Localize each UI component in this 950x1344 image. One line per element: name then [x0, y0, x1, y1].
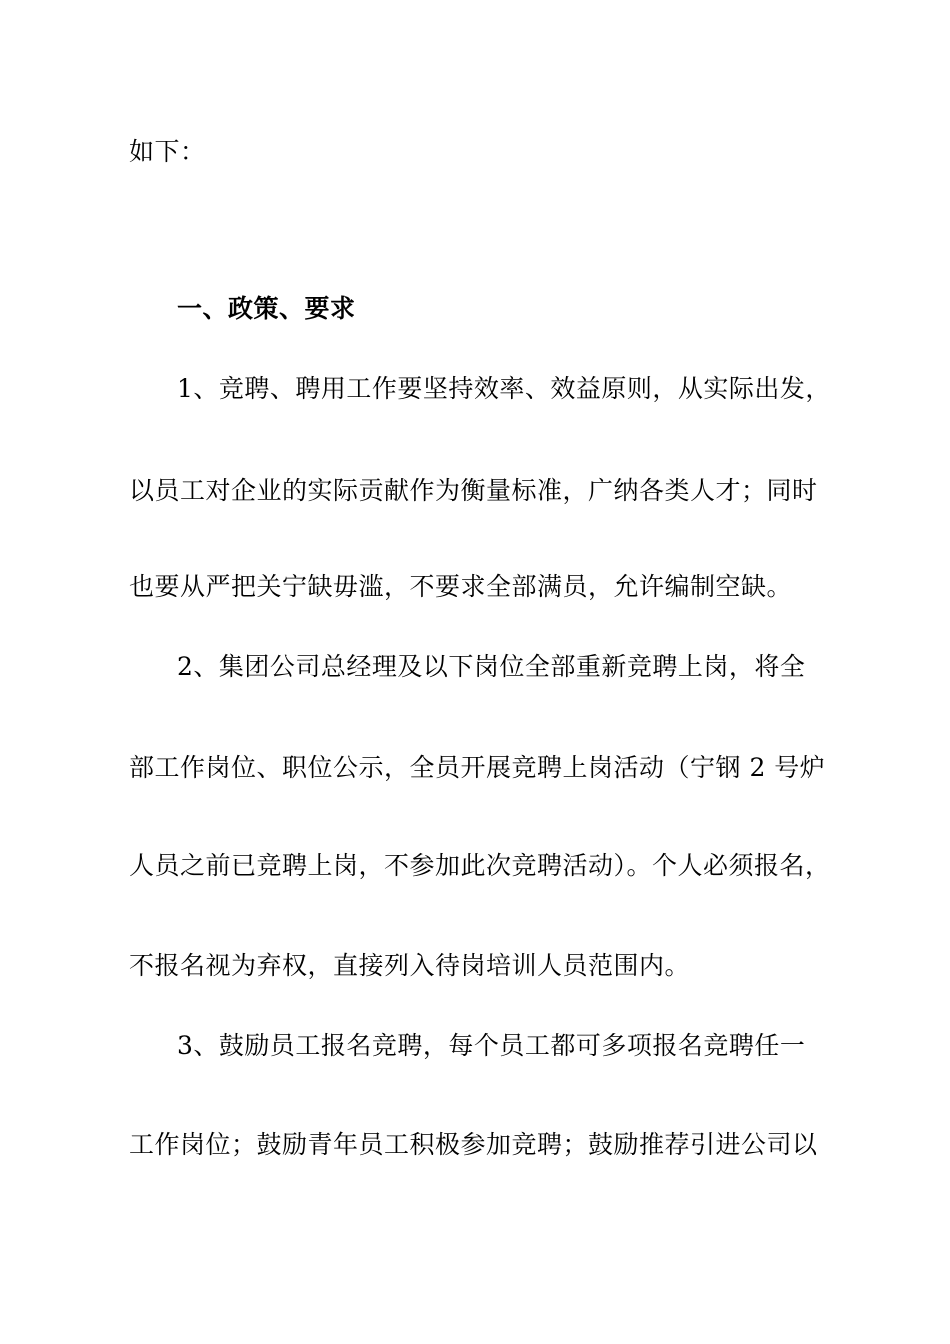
- paragraph-1-line-1: 1、竞聘、聘用工作要坚持效率、效益原则，从实际出发，: [177, 374, 831, 403]
- paragraph-3-line-1: 3、鼓励员工报名竞聘，每个员工都可多项报名竞聘任一: [177, 1031, 806, 1060]
- paragraph-1-line-3: 也要从严把关宁缺毋滥，不要求全部满员，允许编制空缺。: [129, 572, 793, 601]
- paragraph-2-line-4: 不报名视为弃权，直接列入待岗培训人员范围内。: [129, 951, 691, 980]
- section-heading: 一、政策、要求: [177, 294, 356, 323]
- paragraph-2-line-2: 部工作岗位、职位公示，全员开展竞聘上岗活动（宁钢 2 号炉: [129, 753, 826, 782]
- paragraph-2-line-1: 2、集团公司总经理及以下岗位全部重新竞聘上岗，将全: [177, 652, 806, 681]
- paragraph-2-line-3: 人员之前已竞聘上岗，不参加此次竞聘活动）。个人必须报名，: [129, 851, 831, 880]
- paragraph-1-line-2: 以员工对企业的实际贡献作为衡量标准，广纳各类人才；同时: [129, 476, 818, 505]
- paragraph-3-line-2: 工作岗位；鼓励青年员工积极参加竞聘；鼓励推荐引进公司以: [129, 1130, 818, 1159]
- intro-line: 如下：: [129, 137, 206, 166]
